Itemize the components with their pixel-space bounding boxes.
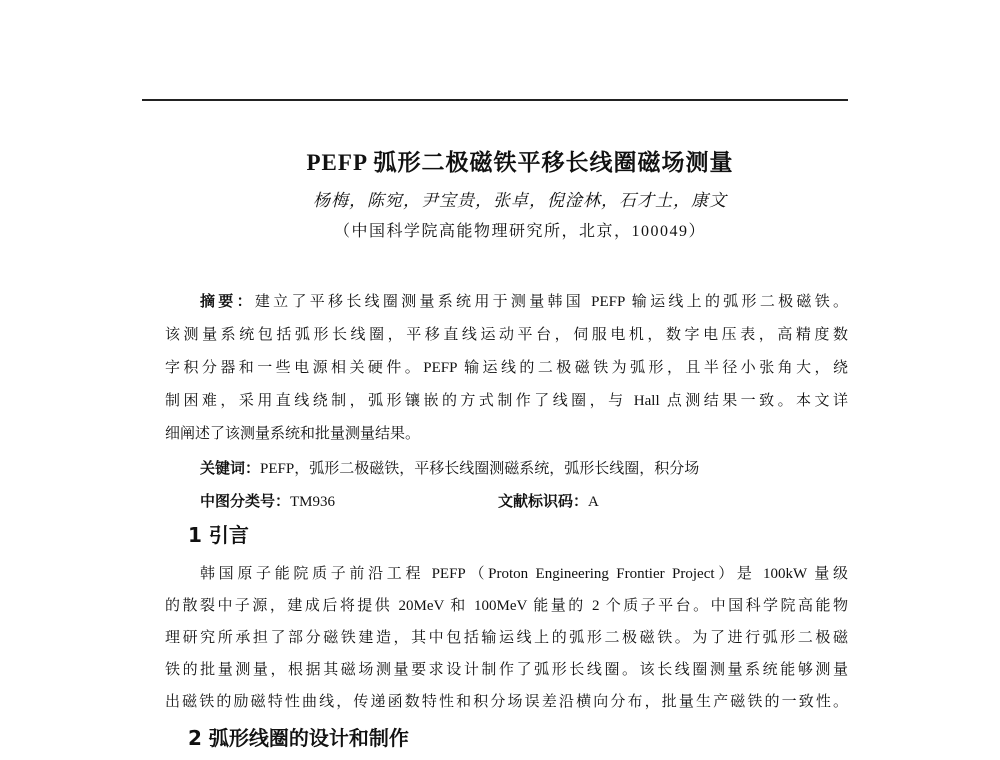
body-line: 理研究所承担了部分磁铁建造，其中包括输运线上的弧形二极磁铁。为了进行弧形二极磁 [165,630,848,646]
keywords: 关键词：PEFP，弧形二极磁铁，平移长线圈测磁系统，弧形长线圈，积分场 [200,461,700,477]
document-code: 文献标识码：A [498,494,599,510]
abstract-label: 摘要： [200,294,255,310]
section-heading: 2 弧形线圈的设计和制作 [188,726,409,750]
section-heading: 1 引言 [188,523,249,547]
body-line: 的散裂中子源，建成后将提供 20MeV 和 100MeV 能量的 2 个质子平台。中国科学院高能物 [165,598,848,614]
abstract-line: 制困难，采用直线绕制，弧形镶嵌的方式制作了线圈，与 Hall 点测结果一致。本文详 [165,393,848,409]
paper-title: PEFP 弧形二极磁铁平移长线圈磁场测量 [306,150,734,175]
body-line: 韩国原子能院质子前沿工程 PEFP（Proton Engineering Frontier Project）是 100kW 量级 [200,566,848,582]
body-line: 出磁铁的励磁特性曲线，传递函数特性和积分场误差沿横向分布，批量生产磁铁的一致性。 [165,694,848,710]
abstract-line: 摘要：建立了平移长线圈测量系统用于测量韩国 PEFP 输运线上的弧形二极磁铁。 [200,294,848,310]
abstract-line: 该测量系统包括弧形长线圈，平移直线运动平台，伺服电机，数字电压表，高精度数 [165,327,848,343]
affiliation: （中国科学院高能物理研究所，北京，100049） [333,223,706,240]
abstract-line: 字积分器和一些电源相关硬件。PEFP 输运线的二极磁铁为弧形，且半径小张角大，绕 [165,360,848,376]
authors: 杨梅，陈宛，尹宝贵，张卓，倪淦林，石才土，康文 [313,191,727,210]
body-line: 铁的批量测量，根据其磁场测量要求设计制作了弧形长线圈。该长线圈测量系统能够测量 [165,662,848,678]
header-rule [142,99,848,101]
abstract-line: 细阐述了该测量系统和批量测量结果。 [165,426,421,442]
classification: 中图分类号：TM936 [200,494,336,510]
